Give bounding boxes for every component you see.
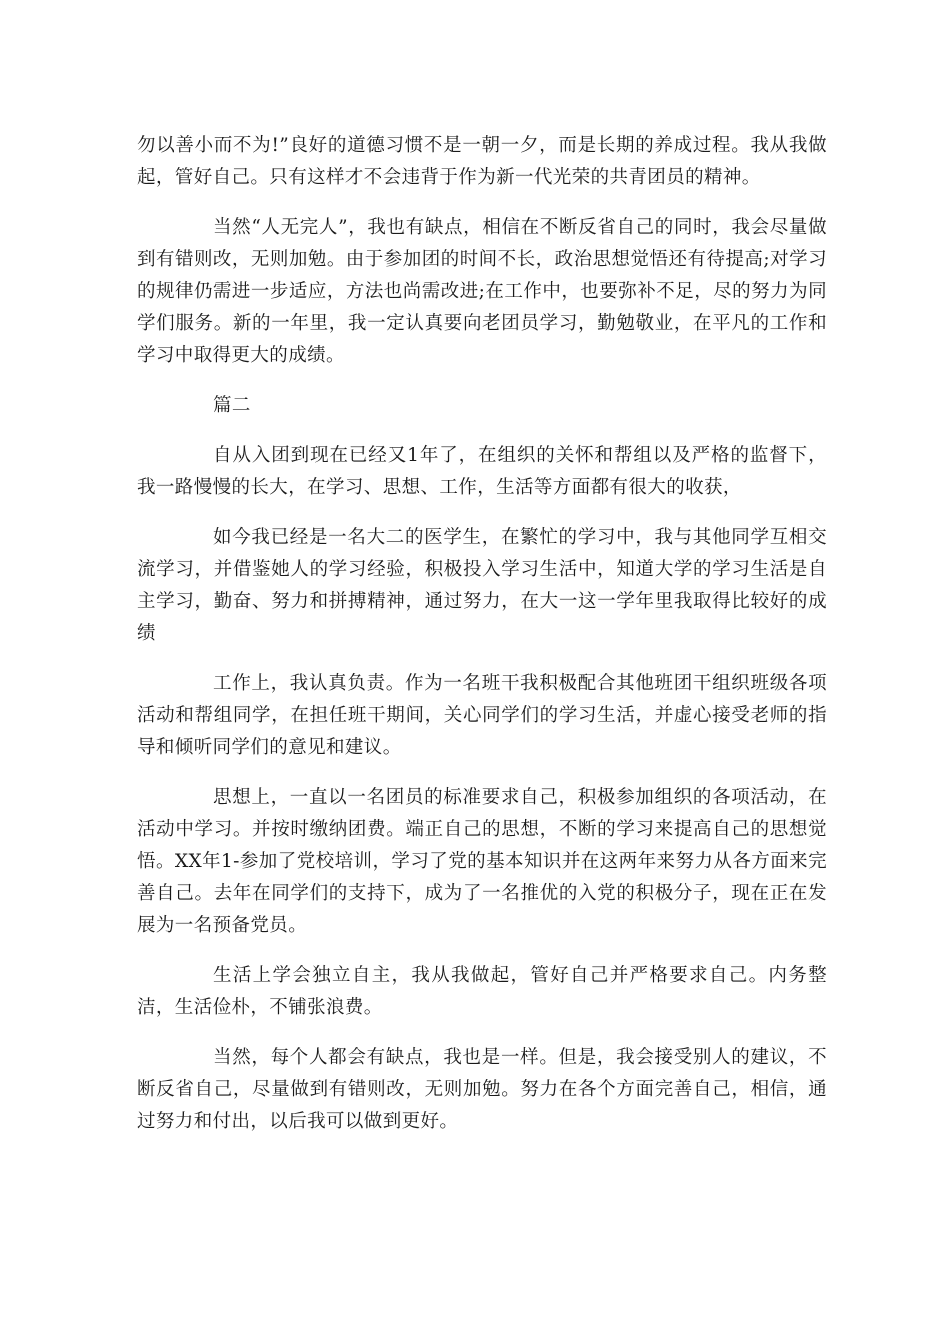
paragraph: 思想上，一直以一名团员的标准要求自己，积极参加组织的各项活动，在活动中学习。并按时缴纳团费。端正自己的思想，不断的学习来提高自己的思想觉悟。XX年1-参加了党校培训，学习了党的基本知识并在这两年来努力从各方面来完善自己。去年在同学们的支持下，成为了一名推优的入党的积极分子，现在正在发展为一名预备党员。 [137, 787, 827, 936]
paragraph: 工作上，我认真负责。作为一名班干我积极配合其他班团干组织班级各项活动和帮组同学，在担任班干期间，关心同学们的学习生活，并虚心接受老师的指导和倾听同学们的意见和建议。 [137, 673, 827, 758]
section-heading: 篇二 [213, 395, 251, 416]
document-body [137, 130, 827, 1156]
paragraph-continuation: 勿以善小而不为!”良好的道德习惯不是一朝一夕，而是长期的养成过程。我从我做起，管好自己。只有这样才不会违背于作为新一代光荣的共青团员的精神。 [137, 135, 827, 188]
paragraph: 如今我已经是一名大二的医学生，在繁忙的学习中，我与其他同学互相交流学习，并借鉴她人的学习经验，积极投入学习生活中，知道大学的学习生活是自主学习，勤奋、努力和拼搏精神，通过努力，在大一这一学年里我取得比较好的成绩 [137, 527, 827, 644]
paragraph: 自从入团到现在已经又1年了，在组织的关怀和帮组以及严格的监督下，我一路慢慢的长大，在学习、思想、工作，生活等方面都有很大的收获， [137, 445, 827, 498]
paragraph: 生活上学会独立自主，我从我做起，管好自己并严格要求自己。内务整洁，生活俭朴，不铺张浪费。 [137, 965, 827, 1018]
paragraph: 当然“人无完人”，我也有缺点，相信在不断反省自己的同时，我会尽量做到有错则改，无则加勉。由于参加团的时间不长，政治思想觉悟还有待提高;对学习的规律仍需进一步适应，方法也尚需改进;在工作中，也要弥补不足，尽的努力为同学们服务。新的一年里，我一定认真要向老团员学习，勤勉敬业，在平凡的工作和学习中取得更大的成绩。 [137, 217, 827, 366]
paragraph: 当然，每个人都会有缺点，我也是一样。但是，我会接受别人的建议，不断反省自己，尽量做到有错则改，无则加勉。努力在各个方面完善自己，相信，通过努力和付出，以后我可以做到更好。 [137, 1047, 827, 1132]
